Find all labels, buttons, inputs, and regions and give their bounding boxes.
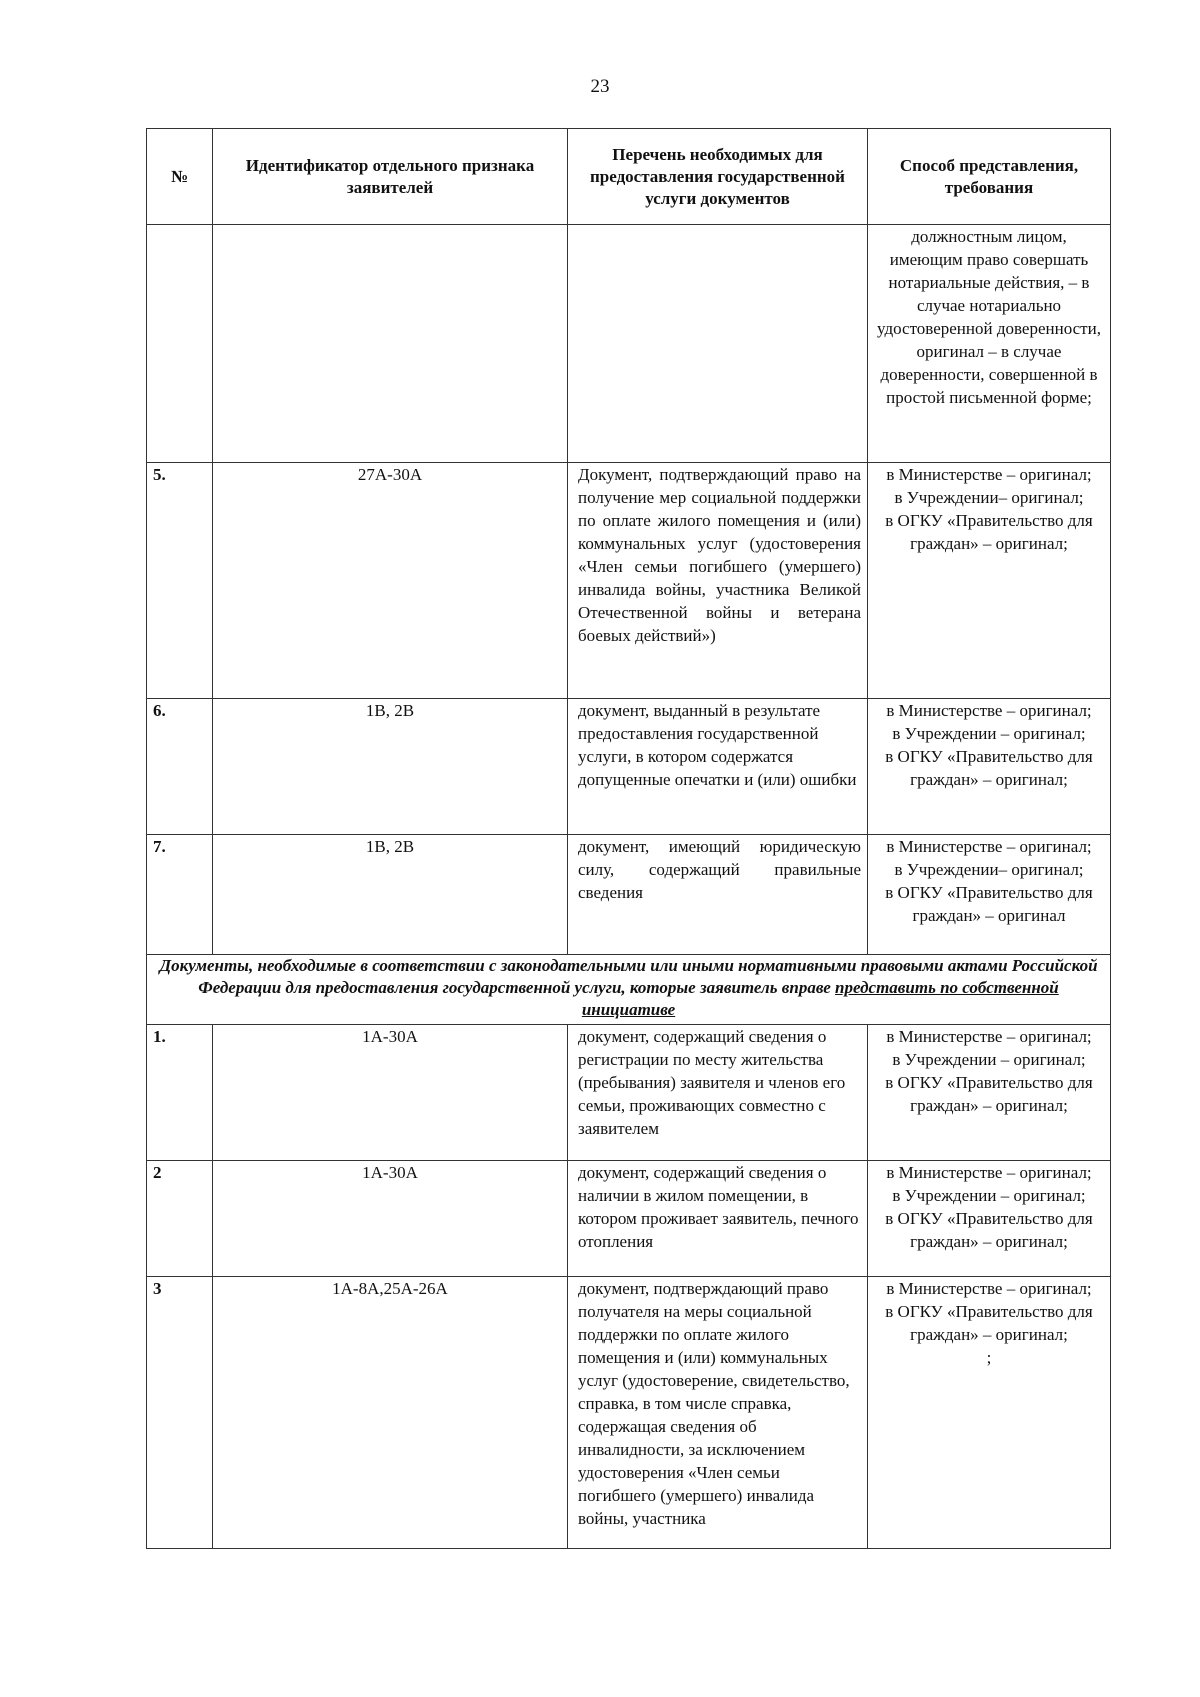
cell-num: 7. <box>147 835 213 955</box>
table-row <box>147 1161 1111 1277</box>
method-line: в Учреждении – оригинал; <box>892 1186 1086 1205</box>
header-method: Способ представления, требования <box>868 129 1111 225</box>
section-heading <box>147 955 1111 1025</box>
section-heading-text: Документы, необходимые в соответствии с законодательными или иными нормативными правовыми актами Российской Федерации для предоставления государственной услуги, которые заявитель вправе <box>159 956 1098 997</box>
cell-identifier <box>213 225 568 463</box>
cell-identifier: 1А-8А,25А-26А <box>213 1277 568 1549</box>
cell-method: должностным лицом, имеющим право совершать нотариальные действия, – в случае нотариально удостоверенной доверенности, оригинал – в случае доверенности, совершенной в простой письменной форме; <box>868 225 1111 463</box>
cell-method <box>868 835 1111 955</box>
cell-identifier: 1В, 2В <box>213 699 568 835</box>
cell-identifier: 27А-30А <box>213 463 568 699</box>
cell-method <box>868 1161 1111 1277</box>
documents-table <box>146 128 1111 1549</box>
method-line: в ОГКУ «Правительство для граждан» – оригинал; <box>885 511 1093 553</box>
table-row <box>147 835 1111 955</box>
table-row <box>147 463 1111 699</box>
cell-method <box>868 463 1111 699</box>
table-row-continued <box>147 225 1111 463</box>
section-heading-row <box>147 955 1111 1025</box>
cell-num <box>147 225 213 463</box>
method-line: в ОГКУ «Правительство для граждан» – оригинал <box>885 883 1093 925</box>
cell-documents: документ, содержащий сведения о регистрации по месту жительства (пребывания) заявителя и членов его семьи, проживающих совместно с заявителем <box>568 1025 868 1161</box>
cell-num: 6. <box>147 699 213 835</box>
method-line: ; <box>986 1348 992 1367</box>
section-heading-underlined: представить по собственной инициативе <box>581 978 1059 1019</box>
method-line: в Учреждении– оригинал; <box>894 488 1084 507</box>
cell-method <box>868 1277 1111 1549</box>
cell-identifier: 1А-30А <box>213 1161 568 1277</box>
page-number: 23 <box>590 76 610 97</box>
cell-num: 3 <box>147 1277 213 1549</box>
cell-documents: документ, подтверждающий право получателя на меры социальной поддержки по оплате жилого помещения и (или) коммунальных услуг (удостоверение, свидетельство, справка, в том числе справка, содержащая сведения об инвалидности, за исключением удостоверения «Член семьи погибшего (умершего) инвалида войны, участника <box>568 1277 868 1549</box>
method-line: в Министерстве – оригинал; <box>886 1163 1092 1182</box>
header-identifier: Идентификатор отдельного признака заявителей <box>213 129 568 225</box>
method-line: в Министерстве – оригинал; <box>886 1027 1092 1046</box>
header-documents: Перечень необходимых для предоставления государственной услуги документов <box>568 129 868 225</box>
method-line: в Министерстве – оригинал; <box>886 465 1092 484</box>
cell-identifier: 1А-30А <box>213 1025 568 1161</box>
table-header-row <box>147 129 1111 225</box>
method-line: в Учреждении – оригинал; <box>892 1050 1086 1069</box>
cell-documents <box>568 225 868 463</box>
method-line: в Министерстве – оригинал; <box>886 837 1092 856</box>
cell-num: 5. <box>147 463 213 699</box>
cell-method <box>868 699 1111 835</box>
cell-documents: документ, содержащий сведения о наличии в жилом помещении, в котором проживает заявитель, печного отопления <box>568 1161 868 1277</box>
cell-documents: документ, имеющий юридическую силу, содержащий правильные сведения <box>568 835 868 955</box>
cell-documents: Документ, подтверждающий право на получение мер социальной поддержки по оплате жилого помещения и (или) коммунальных услуг (удостоверения «Член семьи погибшего (умершего) инвалида войны, участника Великой Отечественной войны и ветерана боевых действий») <box>568 463 868 699</box>
table-row <box>147 1025 1111 1161</box>
method-line: в Учреждении– оригинал; <box>894 860 1084 879</box>
header-num: № <box>147 129 213 225</box>
cell-num: 1. <box>147 1025 213 1161</box>
cell-identifier: 1В, 2В <box>213 835 568 955</box>
cell-method <box>868 1025 1111 1161</box>
method-line: в ОГКУ «Правительство для граждан» – оригинал; <box>885 747 1093 789</box>
method-line: в ОГКУ «Правительство для граждан» – оригинал; <box>885 1209 1093 1251</box>
table-row <box>147 699 1111 835</box>
method-line: в Министерстве – оригинал; <box>886 1279 1092 1298</box>
method-line: в ОГКУ «Правительство для граждан» – оригинал; <box>885 1302 1093 1344</box>
method-line: в Министерстве – оригинал; <box>886 701 1092 720</box>
method-line: в Учреждении – оригинал; <box>892 724 1086 743</box>
table-row <box>147 1277 1111 1549</box>
cell-num: 2 <box>147 1161 213 1277</box>
method-line: в ОГКУ «Правительство для граждан» – оригинал; <box>885 1073 1093 1115</box>
cell-documents: документ, выданный в результате предоставления государственной услуги, в котором содержатся допущенные опечатки и (или) ошибки <box>568 699 868 835</box>
